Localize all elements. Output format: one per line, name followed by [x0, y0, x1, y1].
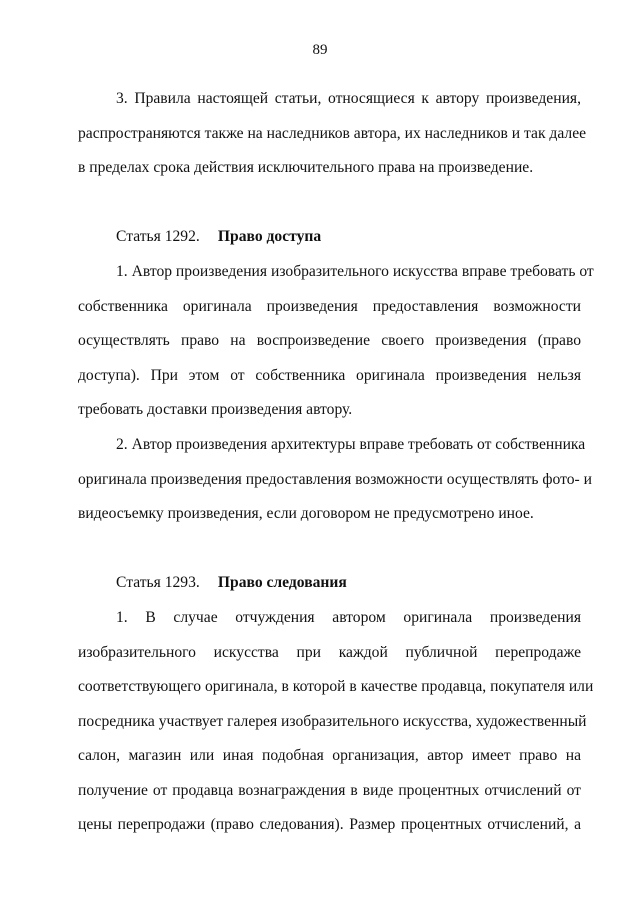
text-line: собственника оригинала произведения предоставления возможности [78, 297, 581, 315]
text-line: цены перепродажи (право следования). Размер процентных отчислений, а [78, 816, 581, 834]
text-line: в пределах срока действия исключительного права на произведение. [78, 159, 534, 177]
article-number: Статья 1292. [116, 228, 200, 246]
article-1292-heading [78, 220, 581, 255]
paragraph-1292-2 [78, 428, 592, 532]
text-line: 1. В случае отчуждения автором оригинала произведения [116, 608, 581, 626]
article-title: Право следования [217, 574, 347, 592]
article-number: Статья 1293. [116, 574, 200, 592]
text-line: 3. Правила настоящей статьи, относящиеся к автору произведения, [116, 90, 581, 107]
paragraph-1292-1 [78, 255, 594, 428]
text-line: соответствующего оригинала, в которой в качестве продавца, покупателя или [78, 678, 594, 696]
document-body [78, 82, 594, 843]
text-line: распространяются также на наследников автора, их наследников и так далее [78, 124, 587, 142]
text-line: посредника участвует галерея изобразительного искусства, художественный [78, 712, 587, 730]
paragraph-rule-3 [78, 82, 587, 186]
text-line: изобразительного искусства при каждой публичной перепродаже [78, 643, 581, 661]
text-line: салон, магазин или иная подобная организация, автор имеет право на [78, 747, 581, 765]
article-1293-heading [78, 566, 581, 601]
text-line: доступа). При этом от собственника оригинала произведения нельзя [78, 366, 581, 384]
text-line: требовать доставки произведения автору. [78, 401, 353, 419]
article-title: Право доступа [217, 228, 322, 246]
text-line: получение от продавца вознаграждения в виде процентных отчислений от [78, 781, 581, 799]
text-line: видеосъемку произведения, если договором не предусмотрено иное. [78, 505, 534, 523]
text-line: оригинала произведения предоставления возможности осуществлять фото- и [78, 470, 592, 488]
text-line: 1. Автор произведения изобразительного искусства вправе требовать от [116, 262, 594, 280]
text-line: 2. Автор произведения архитектуры вправе требовать от собственника [116, 435, 586, 453]
page-number: 89 [312, 42, 328, 58]
text-line: осуществлять право на воспроизведение своего произведения (право [78, 332, 581, 350]
paragraph-1293-1 [78, 601, 594, 843]
